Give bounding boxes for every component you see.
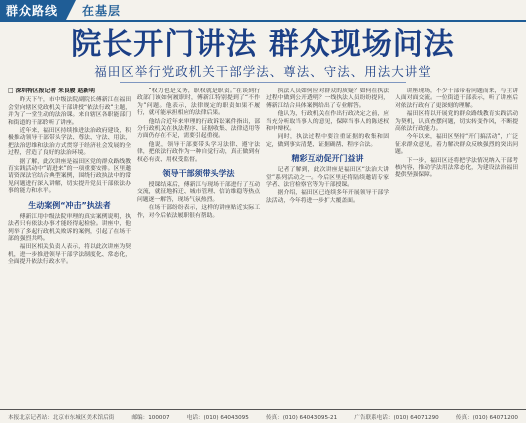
paragraph: 今年以来，福田区坚持“开门搞活动”，广泛征求群众意见，着力解决群众反映强烈的突出问题。 [395, 134, 518, 156]
paragraph: 在场干部纷纷表示，这样的讲座贴近实际工作，对今后依法履职很有帮助。 [137, 205, 260, 219]
paragraph: 授课结束后，傅新江与现场干部进行了互动交流，就征地拆迁、城市管理、信访维稳等热点问题逐一解答，现场气氛热烈。 [137, 182, 260, 203]
article-column-1 [8, 88, 131, 406]
subsection-label: 在基层 [82, 3, 122, 18]
article-body [8, 88, 518, 406]
paragraph: 福田区相关负责人表示，将以此次讲座为契机，进一步推进领导干部学法制度化、常态化，全面提升依法行政水平。 [8, 244, 131, 266]
paragraph: 下一步，福田区还将把学法情况纳入干部考核内容，推动学法用法常态化，为建设法治福田提供坚强保障。 [395, 157, 518, 179]
footer-phone: 电话：(010) 64043095 [186, 414, 249, 421]
paragraph: 他认为，行政机关在作出行政决定之前，应当充分听取当事人的意见，保障当事人的陈述权和申辩权。 [266, 111, 389, 133]
paragraph: 近年来，福田区持续推进法治政府建设，积极推动领导干部带头学法、尊法、守法、用法，把法治思维和法治方式贯穿于经济社会发展的全过程，营造了良好的法治环境。 [8, 128, 131, 157]
paragraph: 据了解，此次讲座是福田区党的群众路线教育实践活动中“请进来”的一项重要安排。区里邀请资深法官结合典型案例，围绕行政执法中的常见问题进行深入讲解，切实提升党员干部依法办事的能力和水平。 [8, 158, 131, 195]
footer-fax: 传真：(010) 64043095-21 [265, 414, 338, 421]
paragraph: “权力也是义务，职权就是职责。”在谈到行政部门该如何履职时，傅新江特别提到了“不作为”问题。他表示，法律规定的职责如果不履行，就可能承担相应的法律后果。 [137, 88, 260, 117]
paragraph: 执法人员如何应对群众的质疑？如何在执法过程中做到公开透明？一线执法人员纷纷提问，傅新江结合具体案例给出了专业解答。 [266, 88, 389, 109]
article-subtitle: 福田区举行党政机关干部学法、尊法、守法、用法大讲堂 [94, 64, 432, 79]
paragraph: 记者了解到，此次讲座是福田区“法治大讲堂”系列活动之一。今后区里还将陆续邀请专家学者、法官检察官等为干部授课。 [266, 167, 389, 189]
paragraph: 昨天下午，市中级法院副院长傅新江在福田会堂向辖区党政机关干部讲授“依法行政”主题，并为了一堂生动的法治课。来自辖区各职能部门和街道的干部聆听了讲座。 [8, 97, 131, 126]
section-header-slash [66, 0, 76, 20]
paragraph: 福田区将以开展党的群众路线教育实践活动为契机，认真查摆问题，切实转变作风，不断提高依法行政能力。 [395, 111, 518, 133]
paragraph: 傅新江用中级法院审理的真实案例说明，执法者只有依法办事才能经得起检验。讲座中，他列举了多起行政机关败诉的案例，引起了在场干部的强烈共鸣。 [8, 213, 131, 242]
section-rule [0, 20, 526, 22]
subtitle-divider [120, 82, 406, 83]
section-heading: 精彩互动促开门益讲 [291, 154, 364, 164]
section-heading: 领导干部须带头学法 [162, 169, 235, 179]
article-title: 院长开门讲法 群众现场问法 [71, 27, 455, 62]
section-heading: 生动案例“冲击”执法者 [28, 200, 111, 210]
article-column-4 [395, 88, 518, 406]
footer-ad-phone: 广告联系电话：(010) 64071290 [354, 414, 439, 421]
footer-address: 本报北京记者站：北京市东城区美术馆后街 [8, 414, 115, 421]
paragraph: 他说，领导干部要带头学习法律、遵守法律，把依法行政作为一种自觉行动，真正做到有权必有责、用权受监督。 [137, 141, 260, 163]
paragraph: 据介绍，福田区已连续多年开展领导干部学法活动，今年将进一步扩大覆盖面。 [266, 190, 389, 204]
article-column-3 [266, 88, 389, 406]
paragraph: 同时，执法过程中要注重证据的收集和固定，做到事实清楚、证据确凿、程序合法。 [266, 134, 389, 148]
page-footer [0, 409, 526, 423]
paragraph: 讲座现场，不少干部带着问题而来，与主讲人面对面交流。一位街道干部表示，听了讲座后对依法行政有了更深刻的理解。 [395, 88, 518, 109]
footer-ad-fax: 传真：(010) 64071200 [455, 414, 518, 421]
section-header [0, 0, 526, 20]
paragraph: 他结合近年来审理的行政诉讼案件指出，部分行政机关在执法程序、证据收集、法律适用等方面仍存在不足，需要引起重视。 [137, 118, 260, 140]
article-byline: □ 深圳特区报记者 朱良骏 赵新明 [8, 88, 95, 94]
section-label: 群众路线 [0, 0, 66, 20]
footer-postcode: 邮编：100007 [131, 414, 170, 421]
article-column-2 [137, 88, 260, 406]
